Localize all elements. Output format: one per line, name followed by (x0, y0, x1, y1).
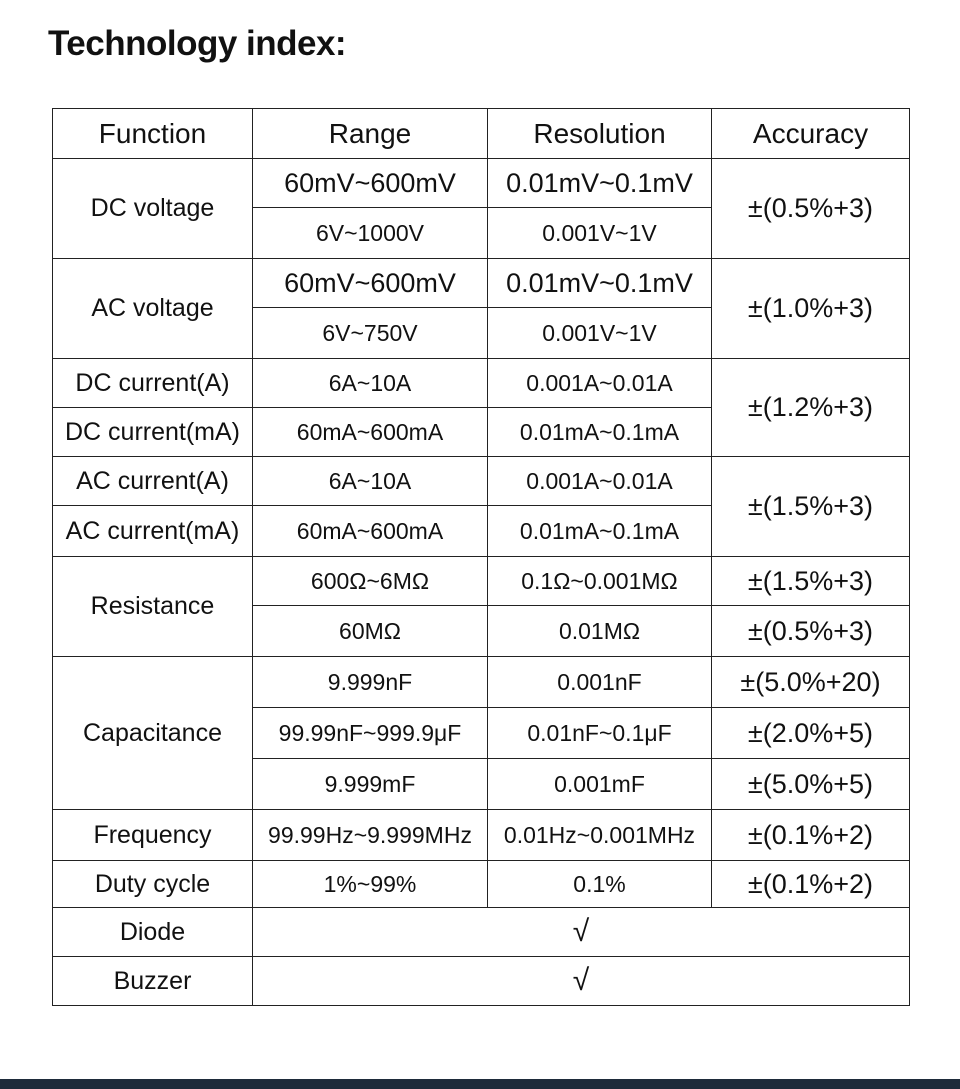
accuracy-cell: ±(1.2%+3) (712, 359, 910, 457)
function-resistance: Resistance (53, 557, 253, 657)
resolution-cell: 0.01mA~0.1mA (488, 408, 712, 457)
header-function: Function (53, 109, 253, 159)
resolution-cell: 0.001mF (488, 759, 712, 810)
resolution-cell: 0.1% (488, 861, 712, 908)
resolution-cell: 0.001V~1V (488, 308, 712, 359)
resolution-cell: 0.001nF (488, 657, 712, 708)
accuracy-cell: ±(1.0%+3) (712, 259, 910, 359)
range-cell: 6A~10A (253, 359, 488, 408)
resolution-cell: 0.01Hz~0.001MHz (488, 810, 712, 861)
resolution-cell: 0.01mV~0.1mV (488, 259, 712, 308)
page-title: Technology index: (48, 24, 347, 63)
function-dc-current-a: DC current(A) (53, 359, 253, 408)
resolution-cell: 0.01MΩ (488, 606, 712, 657)
range-cell: 6V~750V (253, 308, 488, 359)
header-accuracy: Accuracy (712, 109, 910, 159)
range-cell: 99.99nF~999.9μF (253, 708, 488, 759)
header-range: Range (253, 109, 488, 159)
resolution-cell: 0.01mA~0.1mA (488, 506, 712, 557)
accuracy-cell: ±(5.0%+5) (712, 759, 910, 810)
function-frequency: Frequency (53, 810, 253, 861)
range-cell: 1%~99% (253, 861, 488, 908)
diode-check-mark: √ (253, 908, 910, 957)
range-cell: 60mV~600mV (253, 259, 488, 308)
range-cell: 6V~1000V (253, 208, 488, 259)
table-row (53, 557, 910, 606)
table-row (53, 259, 910, 308)
range-cell: 60mA~600mA (253, 408, 488, 457)
function-dc-voltage: DC voltage (53, 159, 253, 259)
accuracy-cell: ±(2.0%+5) (712, 708, 910, 759)
range-cell: 6A~10A (253, 457, 488, 506)
spec-table (52, 108, 910, 1006)
function-ac-current-a: AC current(A) (53, 457, 253, 506)
function-diode: Diode (53, 908, 253, 957)
range-cell: 99.99Hz~9.999MHz (253, 810, 488, 861)
function-ac-voltage: AC voltage (53, 259, 253, 359)
table-row (53, 457, 910, 506)
range-cell: 600Ω~6MΩ (253, 557, 488, 606)
accuracy-cell: ±(5.0%+20) (712, 657, 910, 708)
table-row (53, 810, 910, 861)
function-capacitance: Capacitance (53, 657, 253, 810)
function-buzzer: Buzzer (53, 957, 253, 1006)
table-row (53, 861, 910, 908)
accuracy-cell: ±(0.5%+3) (712, 606, 910, 657)
accuracy-cell: ±(0.1%+2) (712, 861, 910, 908)
resolution-cell: 0.001A~0.01A (488, 457, 712, 506)
resolution-cell: 0.01nF~0.1μF (488, 708, 712, 759)
table-row (53, 908, 910, 957)
range-cell: 9.999mF (253, 759, 488, 810)
accuracy-cell: ±(1.5%+3) (712, 457, 910, 557)
table-row (53, 957, 910, 1006)
table-row (53, 359, 910, 408)
buzzer-check-mark: √ (253, 957, 910, 1006)
accuracy-cell: ±(1.5%+3) (712, 557, 910, 606)
range-cell: 60MΩ (253, 606, 488, 657)
header-resolution: Resolution (488, 109, 712, 159)
table-header-row (53, 109, 910, 159)
function-ac-current-ma: AC current(mA) (53, 506, 253, 557)
range-cell: 60mA~600mA (253, 506, 488, 557)
accuracy-cell: ±(0.5%+3) (712, 159, 910, 259)
table-row (53, 159, 910, 208)
resolution-cell: 0.01mV~0.1mV (488, 159, 712, 208)
accuracy-cell: ±(0.1%+2) (712, 810, 910, 861)
function-dc-current-ma: DC current(mA) (53, 408, 253, 457)
function-duty-cycle: Duty cycle (53, 861, 253, 908)
range-cell: 9.999nF (253, 657, 488, 708)
table-row (53, 657, 910, 708)
resolution-cell: 0.1Ω~0.001MΩ (488, 557, 712, 606)
range-cell: 60mV~600mV (253, 159, 488, 208)
resolution-cell: 0.001V~1V (488, 208, 712, 259)
resolution-cell: 0.001A~0.01A (488, 359, 712, 408)
bottom-bar (0, 1079, 960, 1089)
